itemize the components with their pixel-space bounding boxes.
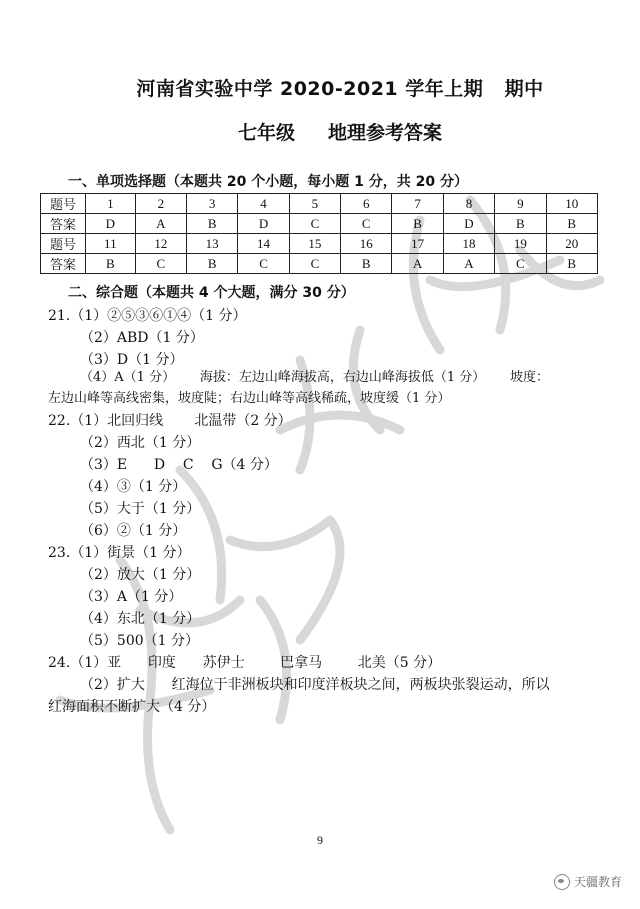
- table-cell: B: [187, 254, 238, 274]
- section1-heading: 一、单项选择题（本题共 20 个小题，每小题 1 分，共 20 分）: [68, 174, 468, 190]
- table-cell: 10: [546, 194, 597, 214]
- table-cell: A: [135, 214, 186, 234]
- answer-line: 红海面积不断扩大（4 分）: [48, 699, 216, 715]
- table-cell: A: [392, 254, 443, 274]
- table-cell: 8: [443, 194, 494, 214]
- answer-line: （4）③（1 分）: [80, 479, 187, 495]
- row-label: 题号: [41, 194, 86, 214]
- answer-line: 23.（1）街景（1 分）: [48, 545, 191, 561]
- answer-line: 22.（1）北回归线 北温带（2 分）: [48, 413, 292, 429]
- table-cell: 2: [135, 194, 186, 214]
- table-cell: B: [341, 254, 392, 274]
- table-cell: 16: [341, 234, 392, 254]
- table-cell: C: [135, 254, 186, 274]
- table-cell: D: [86, 214, 136, 234]
- answer-line: （4）东北（1 分）: [80, 611, 201, 627]
- row-label: 题号: [41, 234, 86, 254]
- table-cell: 13: [187, 234, 238, 254]
- table-cell: 19: [495, 234, 546, 254]
- row-label: 答案: [41, 254, 86, 274]
- answer-line: （4）A（1 分） 海拔：左边山峰海拔高，右边山峰海拔低（1 分） 坡度：: [80, 370, 550, 385]
- row-label: 答案: [41, 214, 86, 234]
- answer-line: （2）扩大 红海位于非洲板块和印度洋板块之间，两板块张裂运动，所以: [80, 677, 550, 693]
- table-cell: 4: [238, 194, 289, 214]
- answer-line: （5）大于（1 分）: [80, 501, 201, 517]
- table-cell: 20: [546, 234, 597, 254]
- section2-heading: 二、综合题（本题共 4 个大题，满分 30 分）: [68, 285, 355, 301]
- document-title: 河南省实验中学 2020-2021 学年上期 期中: [136, 78, 544, 100]
- table-row: [41, 194, 598, 214]
- table-cell: 7: [392, 194, 443, 214]
- table-cell: C: [289, 214, 340, 234]
- table-cell: D: [443, 214, 494, 234]
- table-cell: 1: [86, 194, 136, 214]
- table-cell: 17: [392, 234, 443, 254]
- table-cell: 15: [289, 234, 340, 254]
- brand-label: 天疆教育: [573, 875, 622, 889]
- table-row: [41, 234, 598, 254]
- answer-line: （3）A（1 分）: [80, 589, 183, 605]
- page-number: 9: [317, 833, 323, 847]
- table-cell: B: [86, 254, 136, 274]
- answer-line: （2）ABD（1 分）: [80, 330, 204, 346]
- table-cell: B: [187, 214, 238, 234]
- answer-line: （2）放大（1 分）: [80, 567, 201, 583]
- table-cell: C: [238, 254, 289, 274]
- table-cell: 12: [135, 234, 186, 254]
- table-cell: C: [289, 254, 340, 274]
- table-cell: C: [341, 214, 392, 234]
- table-cell: B: [392, 214, 443, 234]
- answer-line: （3）D（1 分）: [80, 352, 184, 368]
- table-cell: A: [443, 254, 494, 274]
- answer-line: （5）500（1 分）: [80, 633, 199, 649]
- answer-line: 24.（1）亚 印度 苏伊士 巴拿马 北美（5 分）: [48, 655, 442, 671]
- document-subtitle: 七年级 地理参考答案: [237, 122, 443, 144]
- table-cell: B: [546, 214, 597, 234]
- table-cell: 11: [86, 234, 136, 254]
- table-cell: D: [238, 214, 289, 234]
- answer-line: （6）②（1 分）: [80, 523, 187, 539]
- answer-table: [40, 193, 598, 274]
- table-cell: B: [495, 214, 546, 234]
- table-cell: 3: [187, 194, 238, 214]
- table-row: [41, 214, 598, 234]
- wechat-icon: [554, 874, 570, 890]
- answer-line: （2）西北（1 分）: [80, 435, 201, 451]
- table-cell: 5: [289, 194, 340, 214]
- table-cell: 14: [238, 234, 289, 254]
- answer-line: 21.（1）②⑤③⑥①④（1 分）: [48, 308, 247, 324]
- table-cell: 9: [495, 194, 546, 214]
- answer-line: 左边山峰等高线密集，坡度陡；右边山峰等高线稀疏，坡度缓（1 分）: [48, 391, 451, 406]
- brand-watermark: [554, 873, 622, 890]
- table-cell: 6: [341, 194, 392, 214]
- table-cell: 18: [443, 234, 494, 254]
- answer-line: （3）E D C G（4 分）: [80, 457, 278, 473]
- table-cell: C: [495, 254, 546, 274]
- table-row: [41, 254, 598, 274]
- table-cell: B: [546, 254, 597, 274]
